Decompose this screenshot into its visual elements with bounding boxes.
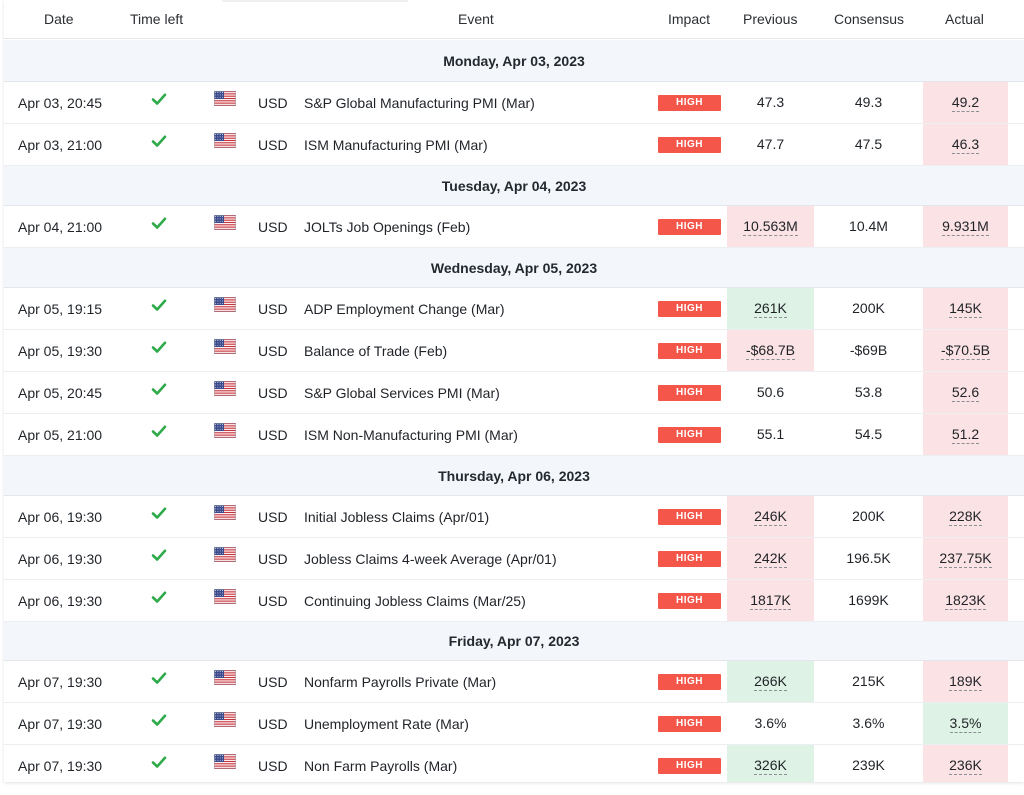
check-icon bbox=[150, 588, 168, 606]
row-previous-cell bbox=[727, 745, 814, 782]
impact-badge: HIGH bbox=[658, 551, 721, 567]
economic-calendar-table bbox=[4, 0, 1024, 782]
row-consensus: -$69B bbox=[849, 342, 888, 358]
table-row[interactable] bbox=[4, 703, 1024, 745]
row-consensus-cell bbox=[816, 580, 921, 621]
row-previous-cell bbox=[727, 661, 814, 702]
row-consensus: 53.8 bbox=[854, 384, 883, 400]
row-event-name[interactable]: S&P Global Manufacturing PMI (Mar) bbox=[304, 95, 535, 111]
row-previous: 50.6 bbox=[756, 384, 785, 400]
row-event-name[interactable]: Continuing Jobless Claims (Mar/25) bbox=[304, 593, 526, 609]
row-consensus-cell bbox=[816, 703, 921, 744]
check-icon bbox=[150, 546, 168, 564]
us-flag-icon bbox=[214, 297, 236, 312]
row-date: Apr 07, 19:30 bbox=[18, 716, 103, 732]
row-event-name[interactable]: Jobless Claims 4-week Average (Apr/01) bbox=[304, 551, 557, 567]
row-currency: USD bbox=[258, 509, 288, 525]
header-actual[interactable]: Actual bbox=[945, 11, 984, 27]
check-icon bbox=[150, 422, 168, 440]
row-actual[interactable]: 46.3 bbox=[951, 136, 980, 152]
row-actual-cell bbox=[923, 661, 1008, 702]
day-group-header: Thursday, Apr 06, 2023 bbox=[4, 456, 1024, 496]
check-icon bbox=[150, 132, 168, 150]
row-previous-cell bbox=[727, 414, 814, 455]
row-consensus-cell bbox=[816, 745, 921, 782]
header-time-left[interactable]: Time left bbox=[130, 11, 184, 27]
row-actual-cell bbox=[923, 330, 1008, 371]
row-date: Apr 07, 19:30 bbox=[18, 758, 103, 774]
table-row[interactable] bbox=[4, 206, 1024, 248]
row-event-name[interactable]: Unemployment Rate (Mar) bbox=[304, 716, 469, 732]
row-actual[interactable]: 228K bbox=[949, 508, 982, 524]
row-consensus: 49.3 bbox=[854, 94, 883, 110]
row-actual-cell bbox=[923, 414, 1008, 455]
row-previous[interactable]: 10.563M bbox=[743, 218, 798, 234]
header-impact[interactable]: Impact bbox=[668, 11, 711, 27]
row-consensus: 200K bbox=[852, 300, 885, 316]
impact-badge: HIGH bbox=[658, 219, 721, 235]
row-actual-cell bbox=[923, 538, 1008, 579]
table-row[interactable] bbox=[4, 372, 1024, 414]
row-previous-cell bbox=[727, 82, 814, 123]
row-previous: 47.7 bbox=[756, 136, 785, 152]
row-actual[interactable]: 236K bbox=[949, 757, 982, 773]
row-consensus: 200K bbox=[852, 508, 885, 524]
table-row[interactable] bbox=[4, 124, 1024, 166]
impact-badge: HIGH bbox=[658, 301, 721, 317]
us-flag-icon bbox=[214, 91, 236, 106]
row-currency: USD bbox=[258, 343, 288, 359]
row-consensus-cell bbox=[816, 330, 921, 371]
row-previous-cell bbox=[727, 206, 814, 247]
row-actual-cell bbox=[923, 288, 1008, 329]
row-actual[interactable]: 49.2 bbox=[951, 94, 980, 110]
row-consensus: 10.4M bbox=[849, 218, 888, 234]
row-previous[interactable]: 261K bbox=[754, 300, 787, 316]
row-date: Apr 06, 19:30 bbox=[18, 509, 103, 525]
us-flag-icon bbox=[214, 215, 236, 230]
header-previous[interactable]: Previous bbox=[743, 11, 798, 27]
check-icon bbox=[150, 90, 168, 108]
check-icon bbox=[150, 338, 168, 356]
us-flag-icon bbox=[214, 133, 236, 148]
check-icon bbox=[150, 296, 168, 314]
table-row[interactable] bbox=[4, 330, 1024, 372]
row-consensus: 54.5 bbox=[854, 426, 883, 442]
check-icon bbox=[150, 711, 168, 729]
row-currency: USD bbox=[258, 551, 288, 567]
table-row[interactable] bbox=[4, 82, 1024, 124]
row-event-name[interactable]: S&P Global Services PMI (Mar) bbox=[304, 385, 500, 401]
us-flag-icon bbox=[214, 712, 236, 727]
row-previous[interactable]: 326K bbox=[754, 757, 787, 773]
day-group-header: Wednesday, Apr 05, 2023 bbox=[4, 248, 1024, 288]
row-consensus: 3.6% bbox=[852, 715, 885, 731]
row-consensus: 239K bbox=[852, 757, 885, 773]
row-consensus-cell bbox=[816, 206, 921, 247]
row-event-name[interactable]: Balance of Trade (Feb) bbox=[304, 343, 448, 359]
table-row[interactable] bbox=[4, 414, 1024, 456]
row-consensus-cell bbox=[816, 82, 921, 123]
row-previous-cell bbox=[727, 538, 814, 579]
check-icon bbox=[150, 753, 168, 771]
row-consensus-cell bbox=[816, 372, 921, 413]
row-previous[interactable]: 242K bbox=[754, 550, 787, 566]
row-currency: USD bbox=[258, 95, 288, 111]
row-actual-cell bbox=[923, 372, 1008, 413]
row-consensus: 1699K bbox=[848, 592, 889, 608]
row-date: Apr 06, 19:30 bbox=[18, 593, 103, 609]
row-actual-cell bbox=[923, 745, 1008, 782]
row-currency: USD bbox=[258, 137, 288, 153]
row-previous-cell bbox=[727, 288, 814, 329]
row-date: Apr 05, 19:30 bbox=[18, 343, 103, 359]
table-row[interactable] bbox=[4, 496, 1024, 538]
row-previous-cell bbox=[727, 580, 814, 621]
row-actual[interactable]: 3.5% bbox=[949, 715, 982, 731]
impact-badge: HIGH bbox=[658, 509, 721, 525]
impact-badge: HIGH bbox=[658, 385, 721, 401]
header-event[interactable]: Event bbox=[458, 11, 494, 27]
row-currency: USD bbox=[258, 593, 288, 609]
row-actual[interactable]: 237.75K bbox=[939, 550, 992, 566]
row-consensus-cell bbox=[816, 124, 921, 165]
table-row[interactable] bbox=[4, 661, 1024, 703]
row-event-name[interactable]: Non Farm Payrolls (Mar) bbox=[304, 758, 458, 774]
impact-badge: HIGH bbox=[658, 593, 721, 609]
row-actual[interactable]: 52.6 bbox=[951, 384, 980, 400]
header-date[interactable]: Date bbox=[44, 11, 74, 27]
us-flag-icon bbox=[214, 381, 236, 396]
day-group-header: Friday, Apr 07, 2023 bbox=[4, 622, 1024, 661]
row-actual-cell bbox=[923, 124, 1008, 165]
row-currency: USD bbox=[258, 301, 288, 317]
table-header bbox=[4, 0, 1024, 39]
row-date: Apr 04, 21:00 bbox=[18, 219, 103, 235]
header-consensus[interactable]: Consensus bbox=[834, 11, 905, 27]
row-currency: USD bbox=[258, 385, 288, 401]
us-flag-icon bbox=[214, 754, 236, 769]
row-actual[interactable]: 145K bbox=[949, 300, 982, 316]
check-icon bbox=[150, 214, 168, 232]
row-date: Apr 05, 20:45 bbox=[18, 385, 103, 401]
table-row[interactable] bbox=[4, 288, 1024, 330]
row-actual-cell bbox=[923, 82, 1008, 123]
row-currency: USD bbox=[258, 427, 288, 443]
row-currency: USD bbox=[258, 716, 288, 732]
row-event-name[interactable]: ADP Employment Change (Mar) bbox=[304, 301, 505, 317]
row-consensus-cell bbox=[816, 496, 921, 537]
row-date: Apr 03, 21:00 bbox=[18, 137, 103, 153]
row-consensus-cell bbox=[816, 538, 921, 579]
row-date: Apr 06, 19:30 bbox=[18, 551, 103, 567]
row-currency: USD bbox=[258, 674, 288, 690]
row-consensus-cell bbox=[816, 661, 921, 702]
check-icon bbox=[150, 669, 168, 687]
row-previous[interactable]: 266K bbox=[754, 673, 787, 689]
row-actual[interactable]: 1823K bbox=[945, 592, 986, 608]
row-previous-cell bbox=[727, 496, 814, 537]
row-previous: 3.6% bbox=[754, 715, 787, 731]
day-group-header: Tuesday, Apr 04, 2023 bbox=[4, 166, 1024, 206]
row-date: Apr 07, 19:30 bbox=[18, 674, 103, 690]
row-event-name[interactable]: JOLTs Job Openings (Feb) bbox=[304, 219, 471, 235]
row-consensus: 215K bbox=[852, 673, 885, 689]
row-actual[interactable]: 9.931M bbox=[942, 218, 989, 234]
row-consensus-cell bbox=[816, 288, 921, 329]
row-actual-cell bbox=[923, 703, 1008, 744]
row-consensus: 196.5K bbox=[846, 550, 891, 566]
row-event-name[interactable]: Initial Jobless Claims (Apr/01) bbox=[304, 509, 490, 525]
impact-badge: HIGH bbox=[658, 427, 721, 443]
row-date: Apr 03, 20:45 bbox=[18, 95, 103, 111]
table-row[interactable] bbox=[4, 745, 1024, 782]
row-event-name[interactable]: ISM Non-Manufacturing PMI (Mar) bbox=[304, 427, 518, 443]
row-currency: USD bbox=[258, 758, 288, 774]
row-event-name[interactable]: Nonfarm Payrolls Private (Mar) bbox=[304, 674, 497, 690]
row-event-name[interactable]: ISM Manufacturing PMI (Mar) bbox=[304, 137, 488, 153]
us-flag-icon bbox=[214, 339, 236, 354]
impact-badge: HIGH bbox=[658, 95, 721, 111]
row-actual-cell bbox=[923, 496, 1008, 537]
row-actual[interactable]: -$70.5B bbox=[940, 342, 991, 358]
row-previous-cell bbox=[727, 124, 814, 165]
us-flag-icon bbox=[214, 589, 236, 604]
row-previous-cell bbox=[727, 372, 814, 413]
table-row[interactable] bbox=[4, 580, 1024, 622]
day-group-header: Monday, Apr 03, 2023 bbox=[4, 40, 1024, 82]
impact-badge: HIGH bbox=[658, 674, 721, 690]
row-currency: USD bbox=[258, 219, 288, 235]
row-previous: 47.3 bbox=[756, 94, 785, 110]
impact-badge: HIGH bbox=[658, 758, 721, 774]
row-previous[interactable]: 1817K bbox=[750, 592, 791, 608]
impact-badge: HIGH bbox=[658, 716, 721, 732]
us-flag-icon bbox=[214, 670, 236, 685]
row-date: Apr 05, 21:00 bbox=[18, 427, 103, 443]
row-previous-cell bbox=[727, 330, 814, 371]
check-icon bbox=[150, 504, 168, 522]
impact-badge: HIGH bbox=[658, 343, 721, 359]
us-flag-icon bbox=[214, 547, 236, 562]
us-flag-icon bbox=[214, 423, 236, 438]
us-flag-icon bbox=[214, 505, 236, 520]
row-previous: 55.1 bbox=[756, 426, 785, 442]
row-actual-cell bbox=[923, 580, 1008, 621]
row-consensus: 47.5 bbox=[854, 136, 883, 152]
impact-badge: HIGH bbox=[658, 137, 721, 153]
row-previous[interactable]: 246K bbox=[754, 508, 787, 524]
row-previous[interactable]: -$68.7B bbox=[745, 342, 796, 358]
header-tab-indicator bbox=[222, 0, 408, 2]
table-row[interactable] bbox=[4, 538, 1024, 580]
row-actual-cell bbox=[923, 206, 1008, 247]
row-actual[interactable]: 189K bbox=[949, 673, 982, 689]
row-date: Apr 05, 19:15 bbox=[18, 301, 103, 317]
row-actual[interactable]: 51.2 bbox=[951, 426, 980, 442]
row-consensus-cell bbox=[816, 414, 921, 455]
check-icon bbox=[150, 380, 168, 398]
row-previous-cell bbox=[727, 703, 814, 744]
